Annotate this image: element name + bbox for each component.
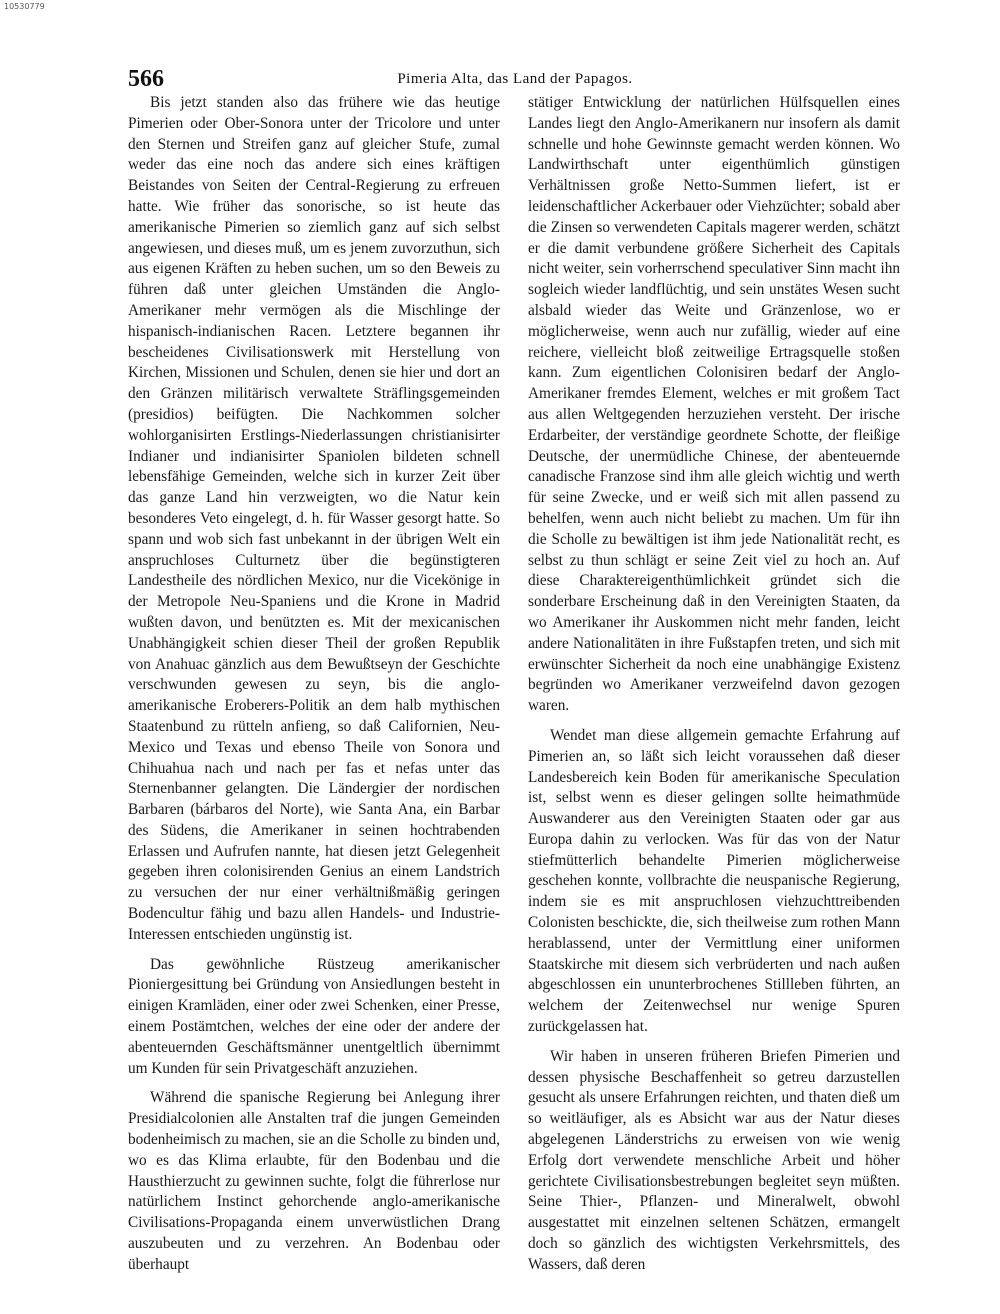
running-title: Pimeria Alta, das Land der Papagos. (397, 71, 633, 87)
paragraph: Wendet man diese allgemein gemachte Erfahrung auf Pimerien an, so läßt sich leicht voraussehen daß dieser Landesbereich kein Boden für amerikanische Speculation ist, selbst wenn es dieser gelingen sollte heimathmüde Auswanderer aus den Vereinigten Staaten oder gar aus Europa dahin zu verlocken. Was für das von der Natur stiefmütterlich behandelte Pimerien möglicherweise geschehen konnte, vollbrachte die neuspanische Regierung, indem sie es mit anspruchlosen viehzuchttreibenden Colonisten beschickte, die, sich theilweise zum rothen Mann herablassend, unter der Vermittlung einer uniformen Staatskirche mit diesem sich verbrüderten und nach außen abgeschlossen ein ununterbrochenes Stillleben führten, an welchem der Zeitenwechsel nur wenige Spuren zurückgelassen hat. (528, 726, 900, 1036)
paragraph: Das gewöhnliche Rüstzeug amerikanischer Pioniergesittung bei Gründung von Ansiedlungen besteht in einigen Kramläden, einer oder zwei Schenken, einer Presse, einem Postämtchen, welches der eine oder der andere der abenteuernden Geschäftsmänner unentgeltlich übernimmt um Kunden für sein Privatgeschäft anzuziehen. (128, 955, 500, 1077)
paragraph: Während die spanische Regierung bei Anlegung ihrer Presidialcolonien alle Anstalten traf die jungen Gemeinden bodenheimisch zu machen, sie an die Scholle zu binden und, wo es das Klima erlaubte, für den Bodenbau und die Hausthierzucht zu gewinnen suchte, folgt die führerlose nur natürlichem Instinct gehorchende anglo-amerikanische Civilisations-Propaganda einem unverwüstlichen Drang auszubeuten und zu verzehren. An Bodenbau oder überhaupt (128, 1089, 500, 1273)
page-number: 566 (128, 66, 164, 92)
right-column (528, 93, 900, 1276)
paragraph: Wir haben in unseren früheren Briefen Pimerien und dessen physische Beschaffenheit so getreu darzustellen gesucht als unsere Erfahrungen reichten, und thaten dieß um so weitläufiger, als es Absicht war aus der Natur dieses abgelegenen Länderstrichs zu erweisen von wie wenig Erfolg dort verwendete menschliche Arbeit und höher gerichtete Civilisationsbestrebungen begleitet seyn müßten. Seine Thier-, Pflanzen- und Mineralwelt, obwohl ausgestattet mit einzelnen seltenen Schätzen, ermangelt doch so gänzlich des wichtigsten Verkehrsmittels, des Wassers, daß deren (528, 1047, 900, 1273)
left-column (128, 93, 500, 1276)
paragraph: stätiger Entwicklung der natürlichen Hülfsquellen eines Landes liegt den Anglo-Amerikanern nur insofern als damit schnelle und hohe Gewinnste gemacht werden können. Wo Landwirthschaft unter eigenthümlich günstigen Verhältnissen große Netto-Summen liefert, ist er leidenschaftlicher Ackerbauer oder Viehzüchter; sobald aber die Zinsen so verwendeten Capitals magerer werden, schätzt er die damit verbundene größere Sicherheit des Capitals nicht weiter, sein vorherrschend speculativer Sinn macht ihn sogleich wieder landflüchtig, und sein unstätes Wesen sucht alsbald wieder das Weite und Gränzenlose, wo er möglicherweise, wenn auch nur zufällig, wieder auf eine reichere, vielleicht bloß zeitweilige Ertragsquelle stoßen kann. Zum eigentlichen Colonisiren bedarf der Anglo-Amerikaner fremdes Element, welches er mit großem Tact aus allen Weltgegenden herzuziehen versteht. Der irische Erdarbeiter, der verständige geordnete Schotte, der fleißige Deutsche, der unermüdliche Chinese, der abenteuernde canadische Franzose sind ihm alle gleich wichtig und werth für seine Zwecke, und er weiß sich mit allen passend zu behelfen, wenn auch nicht beliebt zu machen. Um für ihn die Scholle zu bewältigen ist ihm jede Nationalität recht, es selbst zu thun schlägt er seine Zeit viel zu hoch an. Auf diese Charaktereigenthümlichkeit gründet sich die sonderbare Erscheinung daß in den Vereinigten Staaten, da wo Amerikaner ihr Auskommen nicht mehr fanden, leicht andere Nationalitäten in ihre Fußstapfen treten, und sich mit erwünschter Sicherheit da noch eine unabhängige Existenz begründen wo Amerikaner verzweifelnd davon gezogen waren. (528, 94, 900, 715)
scan-id: 10530779 (4, 2, 45, 11)
page-header (128, 66, 902, 96)
paragraph: Bis jetzt standen also das frühere wie das heutige Pimerien oder Ober-Sonora unter der Tricolore und unter den Sternen und Streifen ganz auf gleicher Stufe, zumal weder das eine noch das andere sich eines kräftigen Beistandes von Seiten der Central-Regierung zu erfreuen hatte. Wie früher das sonorische, so ist heute das amerikanische Pimerien so ziemlich ganz auf sich selbst angewiesen, und dieses muß, um es jenem zuvorzuthun, sich aus eigenen Kräften zu heben suchen, um so den Beweis zu führen daß unter gleichen Umständen die Anglo-Amerikaner mehr vermögen als die Mischlinge der hispanisch-indianischen Racen. Letztere begannen ihr bescheidenes Civilisationswerk mit Herstellung von Kirchen, Missionen und Schulen, denen sie hier und dort an den Gränzen militärisch verwaltete Sträflingsgemeinden (presidios) beifügten. Die Nachkommen solcher wohlorganisirten Erstlings-Niederlassungen christianisirter Indianer und indianisirter Spaniolen bildeten schnell lebensfähige Gemeinden, welche sich in kurzer Zeit über das ganze Land hin verzweigten, wo die Natur kein besonderes Veto eingelegt, d. h. für Wasser gesorgt hatte. So spann und wob sich fast unbekannt in der übrigen Welt ein anspruchloses Culturnetz über die begünstigteren Landestheile des nördlichen Mexico, nur die Vicekönige in der Metropole Neu-Spaniens und die Krone in Madrid wußten davon, und benützten es. Mit der mexicanischen Unabhängigkeit schien dieser Theil der großen Republik von Anahuac gänzlich aus dem Bewußtseyn der Geschichte verschwunden gewesen zu seyn, bis die anglo-amerikanische Eroberers-Politik an dem halb mythischen Staatenbund zu rütteln anfieng, so daß Californien, Neu-Mexico und Texas und ebenso Theile von Sonora und Chihuahua nach und nach per fas et nefas unter das Sternenbanner gelangten. Die Ländergier der nordischen Barbaren (bárbaros del Norte), wie Santa Ana, ein Barbar des Südens, die Amerikaner in seinen hochtrabenden Erlassen und Aufrufen nannte, hat diesen jetzt Gelegenheit gegeben ihren colonisirenden Genius an einem Landstrich zu versuchen der nur einer verhältnißmäßig geringen Bodencultur fähig und bazu allen Handels- und Industrie-Interessen entschieden ungünstig ist. (128, 94, 500, 943)
